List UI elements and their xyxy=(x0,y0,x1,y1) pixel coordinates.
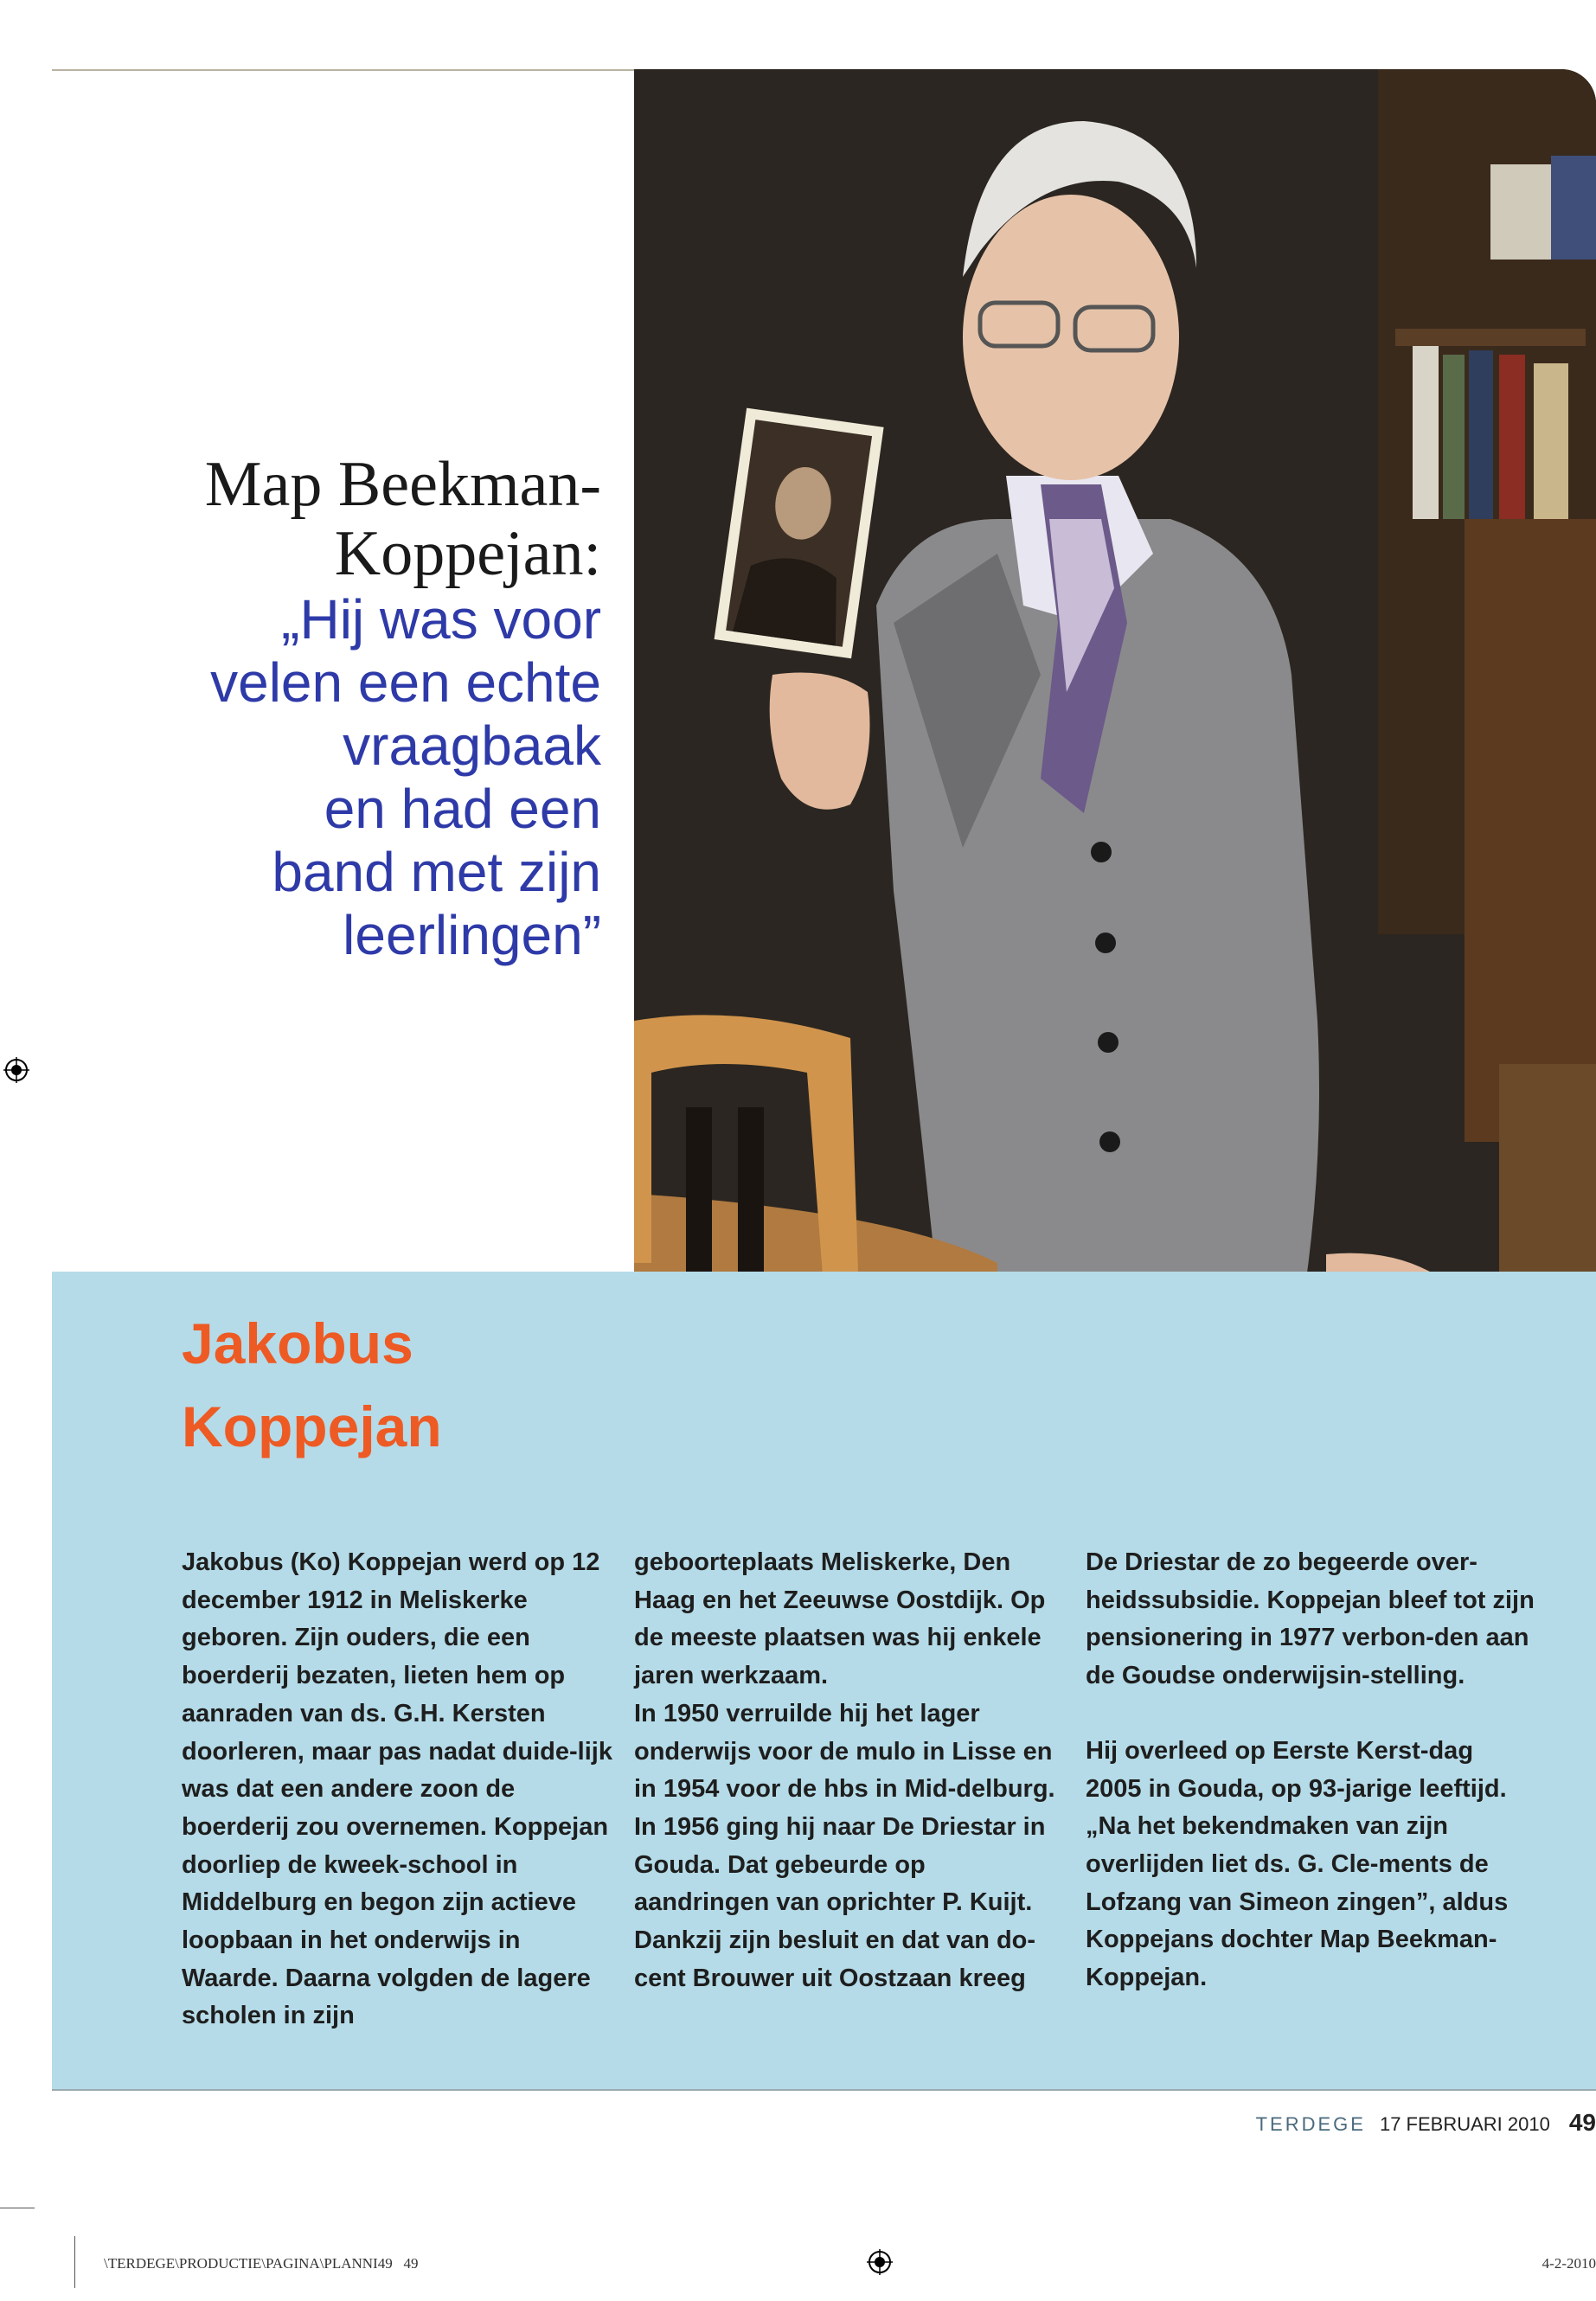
title-line1: Jakobus xyxy=(182,1311,413,1375)
paragraph: Hij overleed op Eerste Kerst-dag 2005 in Gouda, op 93-jarige leeftijd. „Na het bekendmaken van zijn overlijden liet ds. G. Cle-ments de Lofzang van Simeon zingen”, aldus Koppejans dochter Map Beekman-Koppejan. xyxy=(1086,1736,1509,1992)
paragraph: Jakobus (Ko) Koppejan werd op 12 december 1912 in Meliskerke geboren. Zijn ouders, die een boerderij bezaten, lieten hem op aanraden van ds. G.H. Kersten doorleren, maar pas nadat duide-lijk was dat een andere zoon de boerderij zou overnemen. Koppejan doorliep de kweek-school in Middelburg en begon zijn actieve loopbaan in het onderwijs in Waarde. Daarna volgden de lagere scholen in zijn xyxy=(182,1548,612,2030)
text-column-1 xyxy=(182,1544,614,2035)
crop-mark xyxy=(74,2236,75,2288)
paragraph: In 1950 verruilde hij het lager onderwijs voor de mulo in Lisse en in 1954 voor de hbs in Mid-delburg. In 1956 ging hij naar De Driestar in Gouda. Dat gebeurde op aandringen van oprichter P. Kuijt. xyxy=(634,1699,1055,1917)
text-column-2 xyxy=(634,1544,1067,1997)
title-line2: Koppejan xyxy=(182,1394,442,1458)
paragraph: De Driestar de zo begeerde over-heidssubsidie. Koppejan bleef tot zijn pensionering in 1977 verbon-den aan de Goudse onderwijsin-stelling. xyxy=(1086,1548,1535,1690)
top-rule xyxy=(52,69,640,71)
photo-overlap xyxy=(634,1272,1596,1518)
quote-line: leerlingen” xyxy=(343,904,601,966)
quote-speaker-line1: Map Beekman- xyxy=(204,449,601,520)
quote-speaker-line2: Koppejan: xyxy=(334,518,601,589)
paragraph: geboorteplaats Meliskerke, Den Haag en het Zeeuwse Oostdijk. Op de meeste plaatsen was hij enkele jaren werkzaam. xyxy=(634,1548,1046,1690)
issue-date: 17 FEBRUARI 2010 xyxy=(1379,2113,1550,2135)
biography-title xyxy=(182,1302,614,1468)
registration-mark-icon xyxy=(867,2249,893,2275)
quote-line: en had een xyxy=(324,778,601,840)
text-column-3 xyxy=(1086,1544,1535,1997)
magazine-name: TERDEGE xyxy=(1255,2113,1366,2135)
quote-line: velen een echte xyxy=(210,651,601,714)
page-number: 49 xyxy=(1568,2109,1596,2136)
slug-date: 4-2-2010 xyxy=(1542,2255,1596,2272)
paragraph: Dankzij zijn besluit en dat van do-cent Brouwer uit Oostzaan kreeg xyxy=(634,1926,1036,1992)
quote-line: band met zijn xyxy=(272,841,601,903)
page-folio xyxy=(1256,2109,1596,2137)
slug-path: \TERDEGE\PRODUCTIE\PAGINA\PLANNI49 xyxy=(104,2255,393,2272)
slug-page: 49 xyxy=(403,2255,419,2272)
slug-line xyxy=(104,2255,418,2272)
registration-mark-icon xyxy=(3,1057,29,1083)
quote-line: „Hij was voor xyxy=(281,588,601,651)
quote-line: vraagbaak xyxy=(343,715,601,777)
pull-quote xyxy=(82,450,601,967)
